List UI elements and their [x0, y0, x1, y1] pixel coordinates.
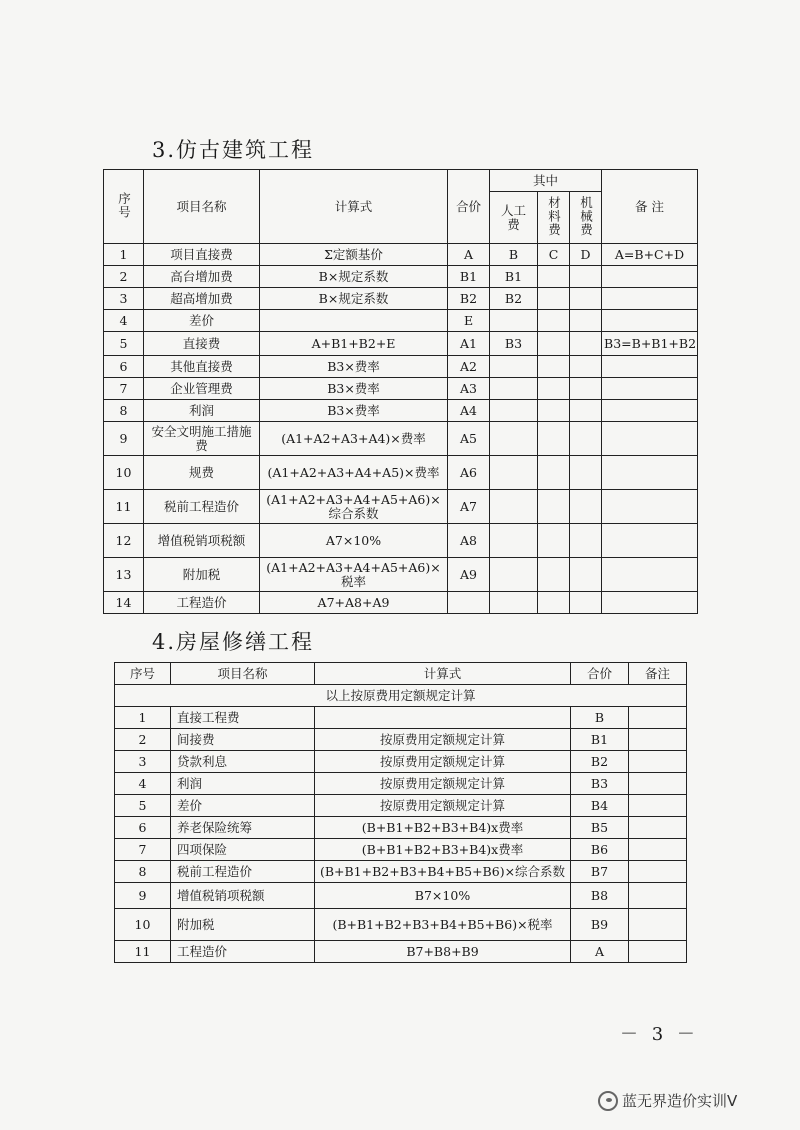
cell-name: 规费	[144, 456, 260, 490]
cell-remark: B3=B+B1+B2	[602, 332, 698, 356]
cell-material	[538, 456, 570, 490]
cell-labor	[490, 592, 538, 614]
cell-formula: (B+B1+B2+B3+B4)x费率	[315, 839, 571, 861]
cell-formula	[315, 707, 571, 729]
header-total: 合价	[448, 170, 490, 244]
cell-total: B8	[571, 883, 629, 909]
cell-machine	[570, 332, 602, 356]
cell-seq: 10	[115, 909, 171, 941]
cell-machine	[570, 490, 602, 524]
cell-formula: (B+B1+B2+B3+B4+B5+B6)×综合系数	[315, 861, 571, 883]
cell-remark	[602, 456, 698, 490]
cell-name: 项目直接费	[144, 244, 260, 266]
cell-seq: 1	[104, 244, 144, 266]
cell-machine	[570, 558, 602, 592]
cell-material	[538, 422, 570, 456]
cell-material	[538, 378, 570, 400]
cell-total: B2	[571, 751, 629, 773]
cell-machine	[570, 592, 602, 614]
table-row	[115, 729, 687, 751]
cell-seq: 8	[104, 400, 144, 422]
table-row	[104, 524, 698, 558]
cell-remark	[602, 490, 698, 524]
cell-seq: 11	[115, 941, 171, 963]
cell-machine	[570, 288, 602, 310]
cell-machine	[570, 356, 602, 378]
cell-formula: B×规定系数	[260, 288, 448, 310]
cell-seq: 5	[115, 795, 171, 817]
cell-total: E	[448, 310, 490, 332]
header-remark: 备 注	[602, 170, 698, 244]
cell-remark	[602, 266, 698, 288]
cell-machine	[570, 378, 602, 400]
table-row	[104, 310, 698, 332]
cell-labor	[490, 378, 538, 400]
cell-total: B4	[571, 795, 629, 817]
cell-total: A9	[448, 558, 490, 592]
cell-formula: A7×10%	[260, 524, 448, 558]
cell-name: 工程造价	[171, 941, 315, 963]
cell-remark	[629, 909, 687, 941]
cell-formula: B7+B8+B9	[315, 941, 571, 963]
table-row	[115, 861, 687, 883]
cell-remark	[602, 558, 698, 592]
cell-remark	[629, 817, 687, 839]
cell-material	[538, 356, 570, 378]
table-row	[104, 288, 698, 310]
cell-total: A7	[448, 490, 490, 524]
cell-seq: 4	[115, 773, 171, 795]
cell-material	[538, 332, 570, 356]
table-row	[115, 795, 687, 817]
cell-name: 间接费	[171, 729, 315, 751]
cell-formula: B3×费率	[260, 378, 448, 400]
table-row	[104, 558, 698, 592]
table-row	[115, 839, 687, 861]
header-total: 合价	[571, 663, 629, 685]
cell-machine	[570, 422, 602, 456]
cell-material	[538, 266, 570, 288]
cell-remark	[602, 356, 698, 378]
header-material: 材料费	[538, 192, 570, 244]
cell-name: 差价	[144, 310, 260, 332]
cell-name: 利润	[144, 400, 260, 422]
cell-formula: B×规定系数	[260, 266, 448, 288]
cell-material	[538, 400, 570, 422]
watermark-text: 蓝无界造价实训V	[622, 1092, 738, 1110]
cell-seq: 11	[104, 490, 144, 524]
cell-total: B1	[448, 266, 490, 288]
cell-formula: (A1+A2+A3+A4+A5+A6)×税率	[260, 558, 448, 592]
cell-formula: (B+B1+B2+B3+B4+B5+B6)×税率	[315, 909, 571, 941]
cell-remark: A=B+C+D	[602, 244, 698, 266]
cell-total: A1	[448, 332, 490, 356]
cell-remark	[629, 839, 687, 861]
cell-remark	[629, 941, 687, 963]
cell-machine	[570, 456, 602, 490]
cell-material	[538, 558, 570, 592]
cell-name: 差价	[171, 795, 315, 817]
wechat-icon	[598, 1091, 618, 1111]
cell-formula: Σ定额基价	[260, 244, 448, 266]
cell-formula	[260, 310, 448, 332]
cell-labor	[490, 400, 538, 422]
cell-formula: A7+A8+A9	[260, 592, 448, 614]
header-formula: 计算式	[260, 170, 448, 244]
cell-labor	[490, 456, 538, 490]
header-labor: 人工费	[490, 192, 538, 244]
cell-remark	[602, 400, 698, 422]
header-formula: 计算式	[315, 663, 571, 685]
cell-name: 税前工程造价	[171, 861, 315, 883]
cell-seq: 14	[104, 592, 144, 614]
cell-material	[538, 592, 570, 614]
cell-labor	[490, 310, 538, 332]
cell-total: A	[448, 244, 490, 266]
cell-formula: (A1+A2+A3+A4)×费率	[260, 422, 448, 456]
cell-labor: B3	[490, 332, 538, 356]
header-name: 项目名称	[171, 663, 315, 685]
cell-seq: 7	[104, 378, 144, 400]
cell-formula: 按原费用定额规定计算	[315, 751, 571, 773]
watermark	[598, 1090, 737, 1111]
cell-labor	[490, 422, 538, 456]
table-row	[104, 244, 698, 266]
cell-name: 企业管理费	[144, 378, 260, 400]
cell-remark	[602, 378, 698, 400]
table-row	[115, 707, 687, 729]
header-name: 项目名称	[144, 170, 260, 244]
cell-seq: 3	[115, 751, 171, 773]
table-row	[115, 817, 687, 839]
cell-total: B3	[571, 773, 629, 795]
cell-machine	[570, 266, 602, 288]
cell-seq: 9	[115, 883, 171, 909]
cell-seq: 3	[104, 288, 144, 310]
cell-material	[538, 310, 570, 332]
cell-formula: B3×费率	[260, 400, 448, 422]
cell-name: 高台增加费	[144, 266, 260, 288]
cell-formula: (B+B1+B2+B3+B4)x费率	[315, 817, 571, 839]
cell-seq: 12	[104, 524, 144, 558]
cell-total: A4	[448, 400, 490, 422]
cell-material: C	[538, 244, 570, 266]
section-title-house-repair: 4.房屋修缮工程	[152, 630, 315, 654]
cell-name: 附加税	[144, 558, 260, 592]
cell-total: B7	[571, 861, 629, 883]
cell-material	[538, 288, 570, 310]
cell-seq: 2	[115, 729, 171, 751]
cell-formula: 按原费用定额规定计算	[315, 729, 571, 751]
cell-seq: 6	[115, 817, 171, 839]
table-row	[104, 592, 698, 614]
cell-seq: 10	[104, 456, 144, 490]
cell-seq: 4	[104, 310, 144, 332]
cell-total: A	[571, 941, 629, 963]
cell-formula: 按原费用定额规定计算	[315, 773, 571, 795]
table-row	[104, 378, 698, 400]
table-row	[104, 456, 698, 490]
cell-total	[448, 592, 490, 614]
table-row	[115, 751, 687, 773]
cell-remark	[629, 883, 687, 909]
cell-name: 其他直接费	[144, 356, 260, 378]
cell-formula: (A1+A2+A3+A4+A5+A6)×综合系数	[260, 490, 448, 524]
table-row	[104, 490, 698, 524]
cell-total: A3	[448, 378, 490, 400]
table-row	[115, 883, 687, 909]
cell-machine	[570, 310, 602, 332]
cell-machine	[570, 524, 602, 558]
header-remark: 备注	[629, 663, 687, 685]
cell-formula: A+B1+B2+E	[260, 332, 448, 356]
cell-seq: 5	[104, 332, 144, 356]
cell-seq: 8	[115, 861, 171, 883]
cell-material	[538, 490, 570, 524]
cell-remark	[602, 310, 698, 332]
header-machine: 机械费	[570, 192, 602, 244]
page-number: － 3 －	[620, 1024, 699, 1045]
cell-formula: 按原费用定额规定计算	[315, 795, 571, 817]
header-group: 其中	[490, 170, 602, 192]
cell-total: B	[571, 707, 629, 729]
cell-name: 利润	[171, 773, 315, 795]
cell-labor	[490, 524, 538, 558]
section-title-ancient-architecture: 3.仿古建筑工程	[152, 138, 315, 162]
cell-remark	[602, 288, 698, 310]
house-repair-cost-table	[114, 662, 687, 963]
cell-total: B2	[448, 288, 490, 310]
cell-labor: B	[490, 244, 538, 266]
cell-labor	[490, 490, 538, 524]
cell-remark	[629, 795, 687, 817]
cell-total: B1	[571, 729, 629, 751]
cell-name: 税前工程造价	[144, 490, 260, 524]
cell-remark	[629, 707, 687, 729]
table-row	[104, 266, 698, 288]
cell-total: A5	[448, 422, 490, 456]
table-row	[104, 332, 698, 356]
cell-name: 直接费	[144, 332, 260, 356]
cell-remark	[602, 592, 698, 614]
cell-name: 安全文明施工措施费	[144, 422, 260, 456]
cell-formula: B3×费率	[260, 356, 448, 378]
cell-remark	[629, 729, 687, 751]
cell-seq: 1	[115, 707, 171, 729]
cell-total: B6	[571, 839, 629, 861]
cell-name: 养老保险统筹	[171, 817, 315, 839]
cell-total: A2	[448, 356, 490, 378]
cell-machine: D	[570, 244, 602, 266]
cell-name: 直接工程费	[171, 707, 315, 729]
cell-total: B9	[571, 909, 629, 941]
table-row	[115, 773, 687, 795]
cell-remark	[602, 524, 698, 558]
header-seq: 序号	[104, 170, 144, 244]
cell-seq: 9	[104, 422, 144, 456]
cell-name: 增值税销项税额	[144, 524, 260, 558]
cell-labor: B2	[490, 288, 538, 310]
ancient-architecture-cost-table	[103, 169, 698, 614]
cell-total: A8	[448, 524, 490, 558]
header-seq: 序号	[115, 663, 171, 685]
cell-remark	[629, 861, 687, 883]
cell-name: 增值税销项税额	[171, 883, 315, 909]
cell-name: 附加税	[171, 909, 315, 941]
cell-total: A6	[448, 456, 490, 490]
cell-material	[538, 524, 570, 558]
cell-total: B5	[571, 817, 629, 839]
calc-note-row: 以上按原费用定额规定计算	[115, 685, 687, 707]
table-row	[115, 909, 687, 941]
cell-seq: 13	[104, 558, 144, 592]
table-row	[104, 422, 698, 456]
cell-name: 工程造价	[144, 592, 260, 614]
cell-name: 四项保险	[171, 839, 315, 861]
cell-labor: B1	[490, 266, 538, 288]
cell-name: 超高增加费	[144, 288, 260, 310]
cell-seq: 2	[104, 266, 144, 288]
cell-seq: 7	[115, 839, 171, 861]
table-row	[115, 941, 687, 963]
cell-remark	[602, 422, 698, 456]
cell-machine	[570, 400, 602, 422]
cell-labor	[490, 558, 538, 592]
cell-seq: 6	[104, 356, 144, 378]
cell-formula: (A1+A2+A3+A4+A5)×费率	[260, 456, 448, 490]
cell-remark	[629, 773, 687, 795]
cell-labor	[490, 356, 538, 378]
table-row	[104, 400, 698, 422]
cell-formula: B7×10%	[315, 883, 571, 909]
table-row	[104, 356, 698, 378]
cell-name: 贷款利息	[171, 751, 315, 773]
cell-remark	[629, 751, 687, 773]
